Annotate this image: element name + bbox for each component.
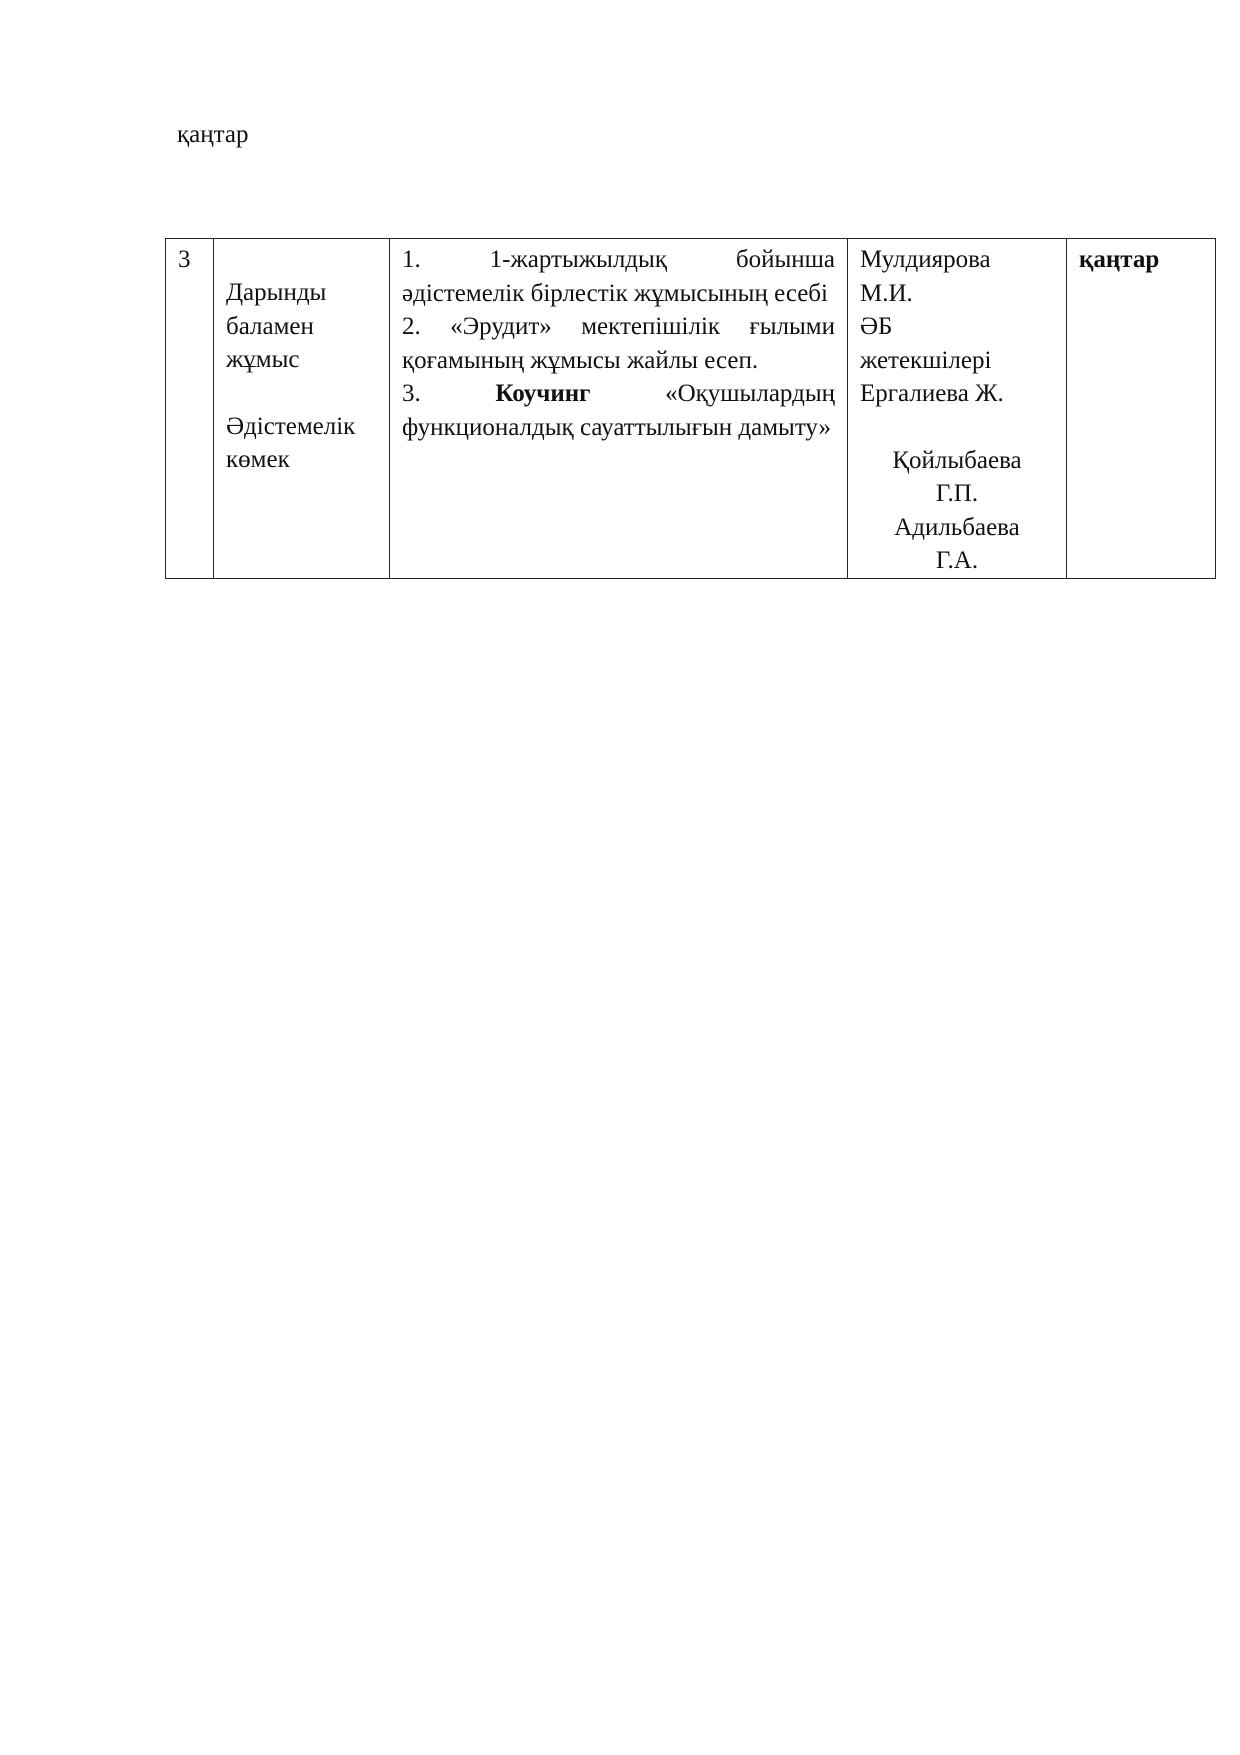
responsible-cell	[848, 239, 1067, 579]
table-row	[166, 239, 1216, 579]
activity-item	[402, 243, 835, 310]
responsible-line: ӘБ	[860, 313, 893, 340]
responsible-line: Адильбаева	[894, 513, 1020, 541]
activity-number: 3.	[402, 380, 421, 407]
responsible-line: Қойлыбаева	[892, 446, 1022, 474]
responsible-line: Г.А.	[935, 547, 979, 574]
row-number-cell	[166, 239, 214, 579]
activity-text: «Оқушылардың функционалдық сауаттылығын дамыту»	[402, 380, 835, 441]
date-cell	[1067, 239, 1216, 579]
direction-line: жұмыс	[226, 346, 300, 373]
direction-line: Дарынды	[226, 279, 327, 306]
direction-line: баламен	[226, 312, 314, 340]
plan-table	[165, 238, 1216, 579]
row-number: 3	[178, 246, 191, 273]
activity-number: 2.	[402, 313, 421, 340]
activity-text: «Эрудит» мектепішілік ғылыми қоғамының жұмысы жайлы есеп.	[402, 313, 835, 374]
activity-bold-label: Коучинг	[495, 380, 591, 407]
activities-cell	[390, 239, 848, 579]
direction-line: көмек	[226, 446, 290, 473]
activity-number: 1.	[402, 246, 421, 273]
page-heading: қаңтар	[177, 121, 249, 148]
activity-item	[402, 310, 835, 377]
activity-text: 1-жартыжылдық бойынша әдістемелік бірлестік жұмысының есебі	[402, 246, 836, 307]
responsible-line: Мулдиярова	[860, 246, 991, 273]
direction-line: Әдістемелік	[226, 412, 356, 440]
responsible-line: М.И.	[860, 279, 913, 307]
date-text: қаңтар	[1079, 246, 1160, 273]
activity-item	[402, 377, 835, 444]
responsible-line: жетекшілері	[860, 346, 992, 374]
responsible-line: Ергалиева Ж.	[860, 380, 1004, 407]
responsible-line: Г.П.	[935, 480, 979, 507]
direction-cell	[214, 239, 390, 579]
